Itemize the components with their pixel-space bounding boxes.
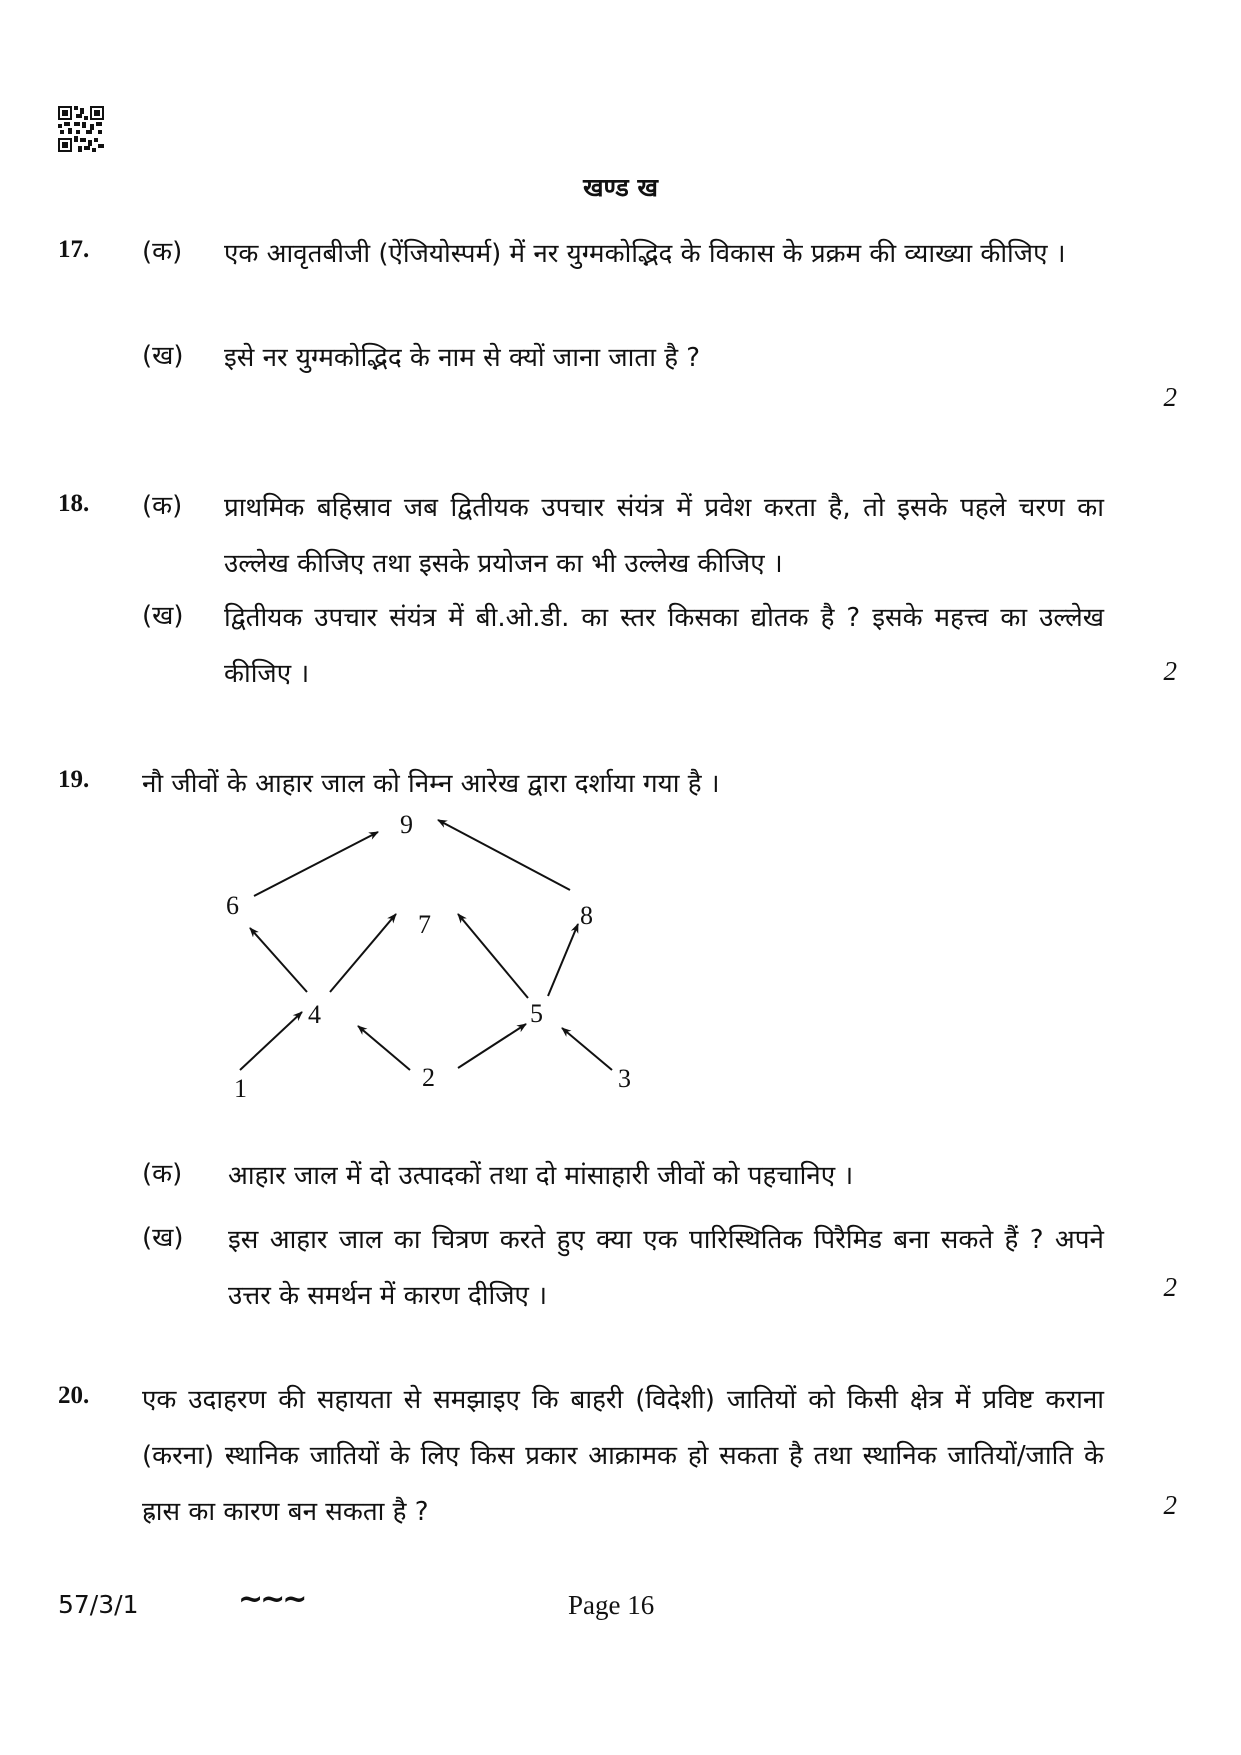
- question-19-part-a-text: आहार जाल में दो उत्पादकों तथा दो मांसाहारी जीवों को पहचानिए ।: [228, 1161, 854, 1191]
- question-18-part-a-text: प्राथमिक बहिस्राव जब द्वितीयक उपचार संयंत्र में प्रवेश करता है, तो इसके पहले चरण का उल्लेख कीजिए तथा इसके प्रयोजन का भी उल्लेख कीजिए ।: [224, 493, 1104, 579]
- question-20-number: 20.: [58, 1382, 90, 1409]
- question-19-marks: 2: [1163, 1272, 1177, 1302]
- footer-ornament: ~~~: [238, 1582, 305, 1617]
- question-17-marks: 2: [1163, 382, 1177, 412]
- question-18-number: 18.: [58, 490, 90, 517]
- food-web-node-2: 2: [422, 1063, 435, 1092]
- footer-page-number: Page 16: [568, 1590, 655, 1620]
- food-web-edge-4-6: [250, 928, 307, 992]
- question-17-part-b-label: (ख): [142, 341, 184, 371]
- food-web-node-9: 9: [400, 810, 413, 839]
- question-17-part-a-text: एक आवृतबीजी (ऐंजियोस्पर्म) में नर युग्मकोद्भिद के विकास के प्रक्रम की व्याख्या कीजिए ।: [224, 239, 1066, 269]
- food-web-edge-4-7: [330, 914, 396, 992]
- question-18-part-a-label: (क): [142, 491, 183, 521]
- food-web-node-1: 1: [234, 1074, 247, 1103]
- question-18-marks: 2: [1163, 656, 1177, 686]
- food-web-edge-1-4: [240, 1012, 302, 1070]
- question-17-number: 17.: [58, 236, 90, 263]
- question-19-stem: नौ जीवों के आहार जाल को निम्न आरेख द्वारा दर्शाया गया है ।: [142, 769, 720, 799]
- question-19-part-b-text: इस आहार जाल का चित्रण करते हुए क्या एक पारिस्थितिक पिरैमिड बना सकते हैं ? अपने उत्तर के समर्थन में कारण दीजिए ।: [228, 1225, 1104, 1311]
- qr-code-icon: [58, 106, 104, 152]
- food-web-edge-6-9: [254, 832, 378, 896]
- food-web-edge-2-5: [458, 1024, 526, 1068]
- food-web-node-4: 4: [308, 1000, 321, 1029]
- food-web-edge-8-9: [438, 820, 570, 890]
- food-web-node-6: 6: [226, 891, 239, 920]
- question-20-marks: 2: [1163, 1490, 1177, 1520]
- food-web-edge-5-7: [458, 914, 528, 998]
- food-web-diagram: [210, 800, 650, 1110]
- question-19-number: 19.: [58, 766, 90, 793]
- food-web-node-3: 3: [618, 1064, 631, 1093]
- food-web-node-5: 5: [530, 999, 543, 1028]
- question-18-part-b-text: द्वितीयक उपचार संयंत्र में बी.ओ.डी. का स्तर किसका द्योतक है ? इसके महत्त्व का उल्लेख कीजिए ।: [224, 603, 1104, 689]
- food-web-edge-3-5: [562, 1028, 612, 1070]
- question-20-text: एक उदाहरण की सहायता से समझाइए कि बाहरी (विदेशी) जातियों को किसी क्षेत्र में प्रविष्ट कराना (करना) स्थानिक जातियों के लिए किस प्रकार आक्रामक हो सकता है तथा स्थानिक जातियों/जाति के ह्रास का कारण बन सकता है ?: [142, 1385, 1104, 1527]
- question-18-part-b-label: (ख): [142, 601, 184, 631]
- food-web-edge-5-8: [548, 924, 578, 996]
- section-title: खण्ड ख: [583, 173, 658, 202]
- food-web-edge-2-4: [358, 1026, 410, 1070]
- question-19-part-a-label: (क): [142, 1159, 183, 1189]
- question-19-part-b-label: (ख): [142, 1223, 184, 1253]
- question-17-part-b-text: इसे नर युग्मकोद्भिद के नाम से क्यों जाना जाता है ?: [224, 343, 701, 373]
- footer-paper-code: 57/3/1: [58, 1590, 139, 1619]
- question-17-part-a-label: (क): [142, 237, 183, 267]
- food-web-node-8: 8: [580, 901, 593, 930]
- food-web-node-7: 7: [418, 910, 431, 939]
